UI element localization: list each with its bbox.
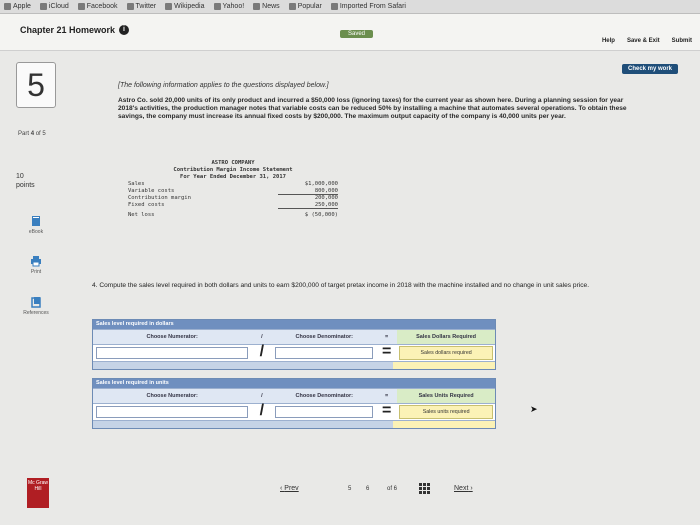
check-my-work-button[interactable]: Check my work — [622, 64, 678, 74]
statement-row: Variable costs 800,000 — [128, 188, 338, 194]
question-4-text: 4. Compute the sales level required in both dollars and units to earn $200,000 of target pretax income in 2018 with the machine installed and no change in unit sales price. — [92, 282, 590, 289]
page-current[interactable]: 5 — [348, 486, 352, 492]
bookmark-facebook[interactable]: Facebook — [78, 3, 118, 10]
statement-row: Net loss $ (50,000) — [128, 212, 338, 218]
apple-icon — [40, 3, 47, 10]
part-indicator: Part 4 of 5 — [18, 131, 46, 137]
apple-icon — [4, 3, 11, 10]
divide-symbol: / — [259, 402, 265, 419]
mouse-cursor-icon: ➤ — [530, 404, 538, 414]
mcgraw-hill-logo: Mc Graw Hill — [27, 478, 49, 508]
numerator-dropdown[interactable] — [96, 347, 248, 359]
grid-icon — [289, 3, 296, 10]
print-icon — [30, 255, 42, 267]
denominator-dropdown[interactable] — [275, 347, 373, 359]
twitter-icon — [127, 3, 134, 10]
numerator-dropdown[interactable] — [96, 406, 248, 418]
bookmark-imported[interactable]: Imported From Safari — [331, 3, 406, 10]
divide-symbol: / — [261, 393, 263, 399]
divide-symbol: / — [261, 334, 263, 340]
equals-symbol: = — [382, 402, 392, 419]
numerator-label: Choose Numerator: — [146, 334, 198, 340]
print-button[interactable]: Print — [14, 255, 58, 275]
prev-button[interactable]: ‹ Prev — [280, 485, 299, 492]
bookmark-icloud[interactable]: iCloud — [40, 3, 69, 10]
sales-dollars-required-input[interactable]: Sales dollars required — [399, 346, 493, 360]
statement-row: Sales $1,000,000 — [128, 181, 338, 187]
equals-symbol: = — [384, 393, 389, 399]
saved-status: Saved — [340, 30, 373, 38]
grid-icon — [331, 3, 338, 10]
grid-view-icon[interactable] — [419, 483, 429, 493]
equals-symbol: = — [382, 343, 392, 360]
question-paragraph: Astro Co. sold 20,000 units of its only product and incurred a $50,000 loss (ignoring taxes) for the current year as shown here. During a planning session for year 2018's activities, the production manager notes that variable costs can be reduced 50% by installing a machine that automates several operations. To obtain these savings, the company must increase its annual fixed costs by $200,000. The maximum output capacity of the company is 40,000 units per year. — [118, 97, 627, 120]
submit-button[interactable]: Submit — [671, 38, 692, 44]
grid-icon — [253, 3, 260, 10]
bookmarks-bar — [0, 0, 700, 14]
divide-symbol: / — [259, 343, 265, 360]
save-exit-button[interactable]: Save & Exit — [626, 38, 660, 44]
pagination — [280, 483, 490, 497]
bookmark-apple[interactable]: Apple — [4, 3, 31, 10]
book-icon — [30, 215, 42, 227]
ebook-button[interactable]: eBook — [14, 215, 58, 235]
result-label: Sales Dollars Required — [397, 330, 495, 344]
references-button[interactable]: References — [14, 296, 58, 316]
next-button[interactable]: Next › — [454, 485, 473, 492]
denominator-label: Choose Denominator: — [295, 334, 353, 340]
sales-units-required-input[interactable]: Sales units required — [399, 405, 493, 419]
points-value: 10 points — [16, 173, 35, 189]
table-header: Sales level required in units — [93, 379, 495, 388]
bookmark-wikipedia[interactable]: Wikipedia — [165, 3, 204, 10]
info-icon[interactable]: i — [119, 25, 129, 35]
statement-row: Contribution margin 200,000 — [128, 195, 338, 201]
references-icon — [30, 296, 42, 308]
page-count: of 6 — [387, 486, 398, 492]
page-next[interactable]: 6 — [366, 486, 370, 492]
denominator-dropdown[interactable] — [275, 406, 373, 418]
equals-symbol: = — [384, 334, 389, 340]
bookmark-news[interactable]: News — [253, 3, 280, 10]
question-number: 5 — [16, 62, 56, 108]
yahoo-icon — [214, 3, 221, 10]
bookmark-popular[interactable]: Popular — [289, 3, 322, 10]
denominator-label: Choose Denominator: — [295, 393, 353, 399]
table-header: Sales level required in dollars — [93, 320, 495, 329]
facebook-icon — [78, 3, 85, 10]
bookmark-twitter[interactable]: Twitter — [127, 3, 157, 10]
result-label: Sales Units Required — [397, 389, 495, 403]
statement-row: Fixed costs 250,000 — [128, 202, 338, 208]
help-link[interactable]: Help — [601, 38, 615, 44]
assignment-header — [0, 14, 700, 51]
book-icon — [165, 3, 172, 10]
bookmark-yahoo[interactable]: Yahoo! — [214, 3, 245, 10]
assignment-title: Chapter 21 Homework i — [20, 25, 129, 35]
question-intro: [The following information applies to the questions displayed below.] — [118, 82, 329, 89]
income-statement: ASTRO COMPANY Contribution Margin Income Statement For Year Ended December 31, 2017 Sales $1,000,000 Variable costs 800,000 Contribution margin 200,000 Fixed costs 250,000 Net loss $ (50,000) — [128, 160, 338, 218]
sales-dollars-table — [92, 319, 496, 370]
sales-units-table — [92, 378, 496, 429]
numerator-label: Choose Numerator: — [146, 393, 198, 399]
